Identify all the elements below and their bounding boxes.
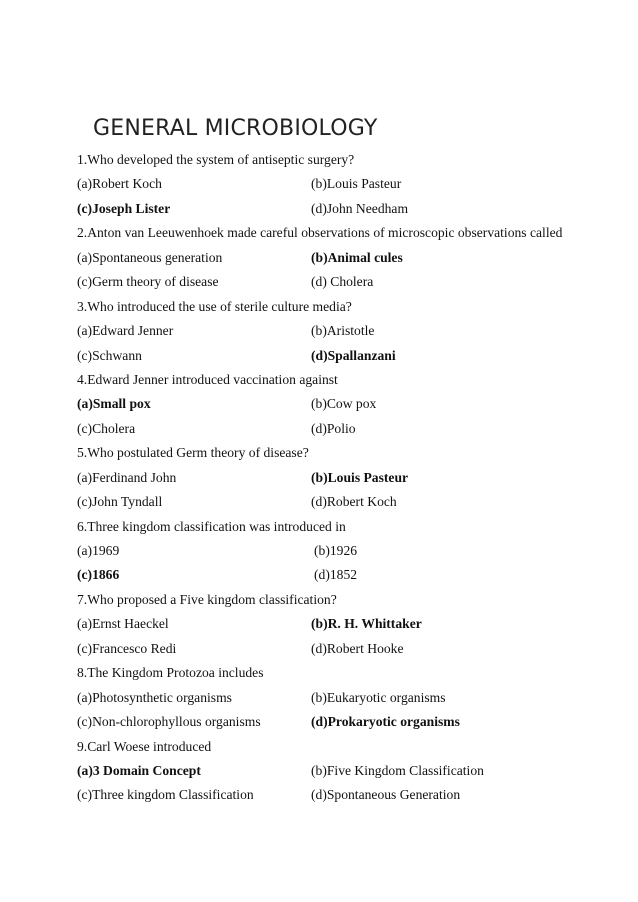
correct-answer-option: (b)Louis Pasteur [311,469,409,485]
answer-option: (d)Spontaneous Generation [311,787,461,803]
correct-answer-option: (d)Prokaryotic organisms [311,714,460,730]
answer-option: (c)John Tyndall [77,494,163,510]
option-row [77,710,597,734]
option-row [77,392,597,416]
option-row [77,319,597,343]
answer-option: (a)Spontaneous generation [77,249,223,265]
option-row [77,539,597,563]
question-text: 7.Who proposed a Five kingdom classification? [77,591,337,607]
answer-option: (c)Germ theory of disease [77,274,219,290]
answer-option: (d) Cholera [311,274,374,290]
question-text: 5.Who postulated Germ theory of disease? [77,445,309,461]
answer-option: (c)Francesco Redi [77,640,177,656]
answer-option: (b)Cow pox [311,396,377,412]
page-title: GENERAL MICROBIOLOGY [93,116,378,141]
question-text: 9.Carl Woese introduced [77,738,212,754]
correct-answer-option: (a)3 Domain Concept [77,762,201,778]
option-row [77,466,597,490]
option-row [77,197,597,221]
correct-answer-option: (b)R. H. Whittaker [311,616,422,632]
answer-option: (d)Polio [311,420,356,436]
answer-option: (a)Edward Jenner [77,323,174,339]
option-row [77,246,597,270]
correct-answer-option: (d)Spallanzani [311,347,396,363]
answer-option: (c)Cholera [77,420,136,436]
option-row [77,637,597,661]
answer-option: (a)Ferdinand John [77,469,177,485]
option-row [77,686,597,710]
option-row [77,270,597,294]
answer-option: (c)Schwann [77,347,142,363]
option-row [77,563,597,587]
answer-option: (b)Five Kingdom Classification [311,762,484,778]
answer-option: (b)Eukaryotic organisms [311,689,446,705]
question-text: 6.Three kingdom classification was introduced in [77,518,346,534]
option-row [77,783,597,807]
answer-option: (a)Ernst Haeckel [77,616,169,632]
option-row [77,759,597,783]
answer-option: (b)Aristotle [311,323,375,339]
question-text: 1.Who developed the system of antiseptic surgery? [77,152,355,167]
answer-option: (d)Robert Koch [311,494,397,510]
answer-option: (c)Non-chlorophyllous organisms [77,714,261,730]
answer-option: (d)1852 [314,567,358,583]
correct-answer-option: (c)Joseph Lister [77,200,171,216]
question-list [77,148,597,808]
option-row [77,344,597,368]
correct-answer-option: (a)Small pox [77,396,151,412]
answer-option: (a)Photosynthetic organisms [77,689,232,705]
answer-option: (d)Robert Hooke [311,640,404,656]
option-row [77,417,597,441]
answer-option: (b)Louis Pasteur [311,176,402,192]
correct-answer-option: (c)1866 [77,567,120,583]
answer-option: (a)1969 [77,543,120,558]
question-text: 3.Who introduced the use of sterile culture media? [77,298,352,314]
correct-answer-option: (b)Animal cules [311,249,403,265]
option-row [77,612,597,636]
question-text: 8.The Kingdom Protozoa includes [77,665,264,681]
answer-option: (b)1926 [314,543,358,558]
answer-option: (c)Three kingdom Classification [77,787,254,803]
option-row [77,490,597,514]
answer-option: (a)Robert Koch [77,176,162,192]
answer-option: (d)John Needham [311,200,409,216]
option-row [77,172,597,196]
question-text: 2.Anton van Leeuwenhoek made careful observations of microscopic observations called [77,225,563,241]
question-text: 4.Edward Jenner introduced vaccination against [77,371,338,387]
